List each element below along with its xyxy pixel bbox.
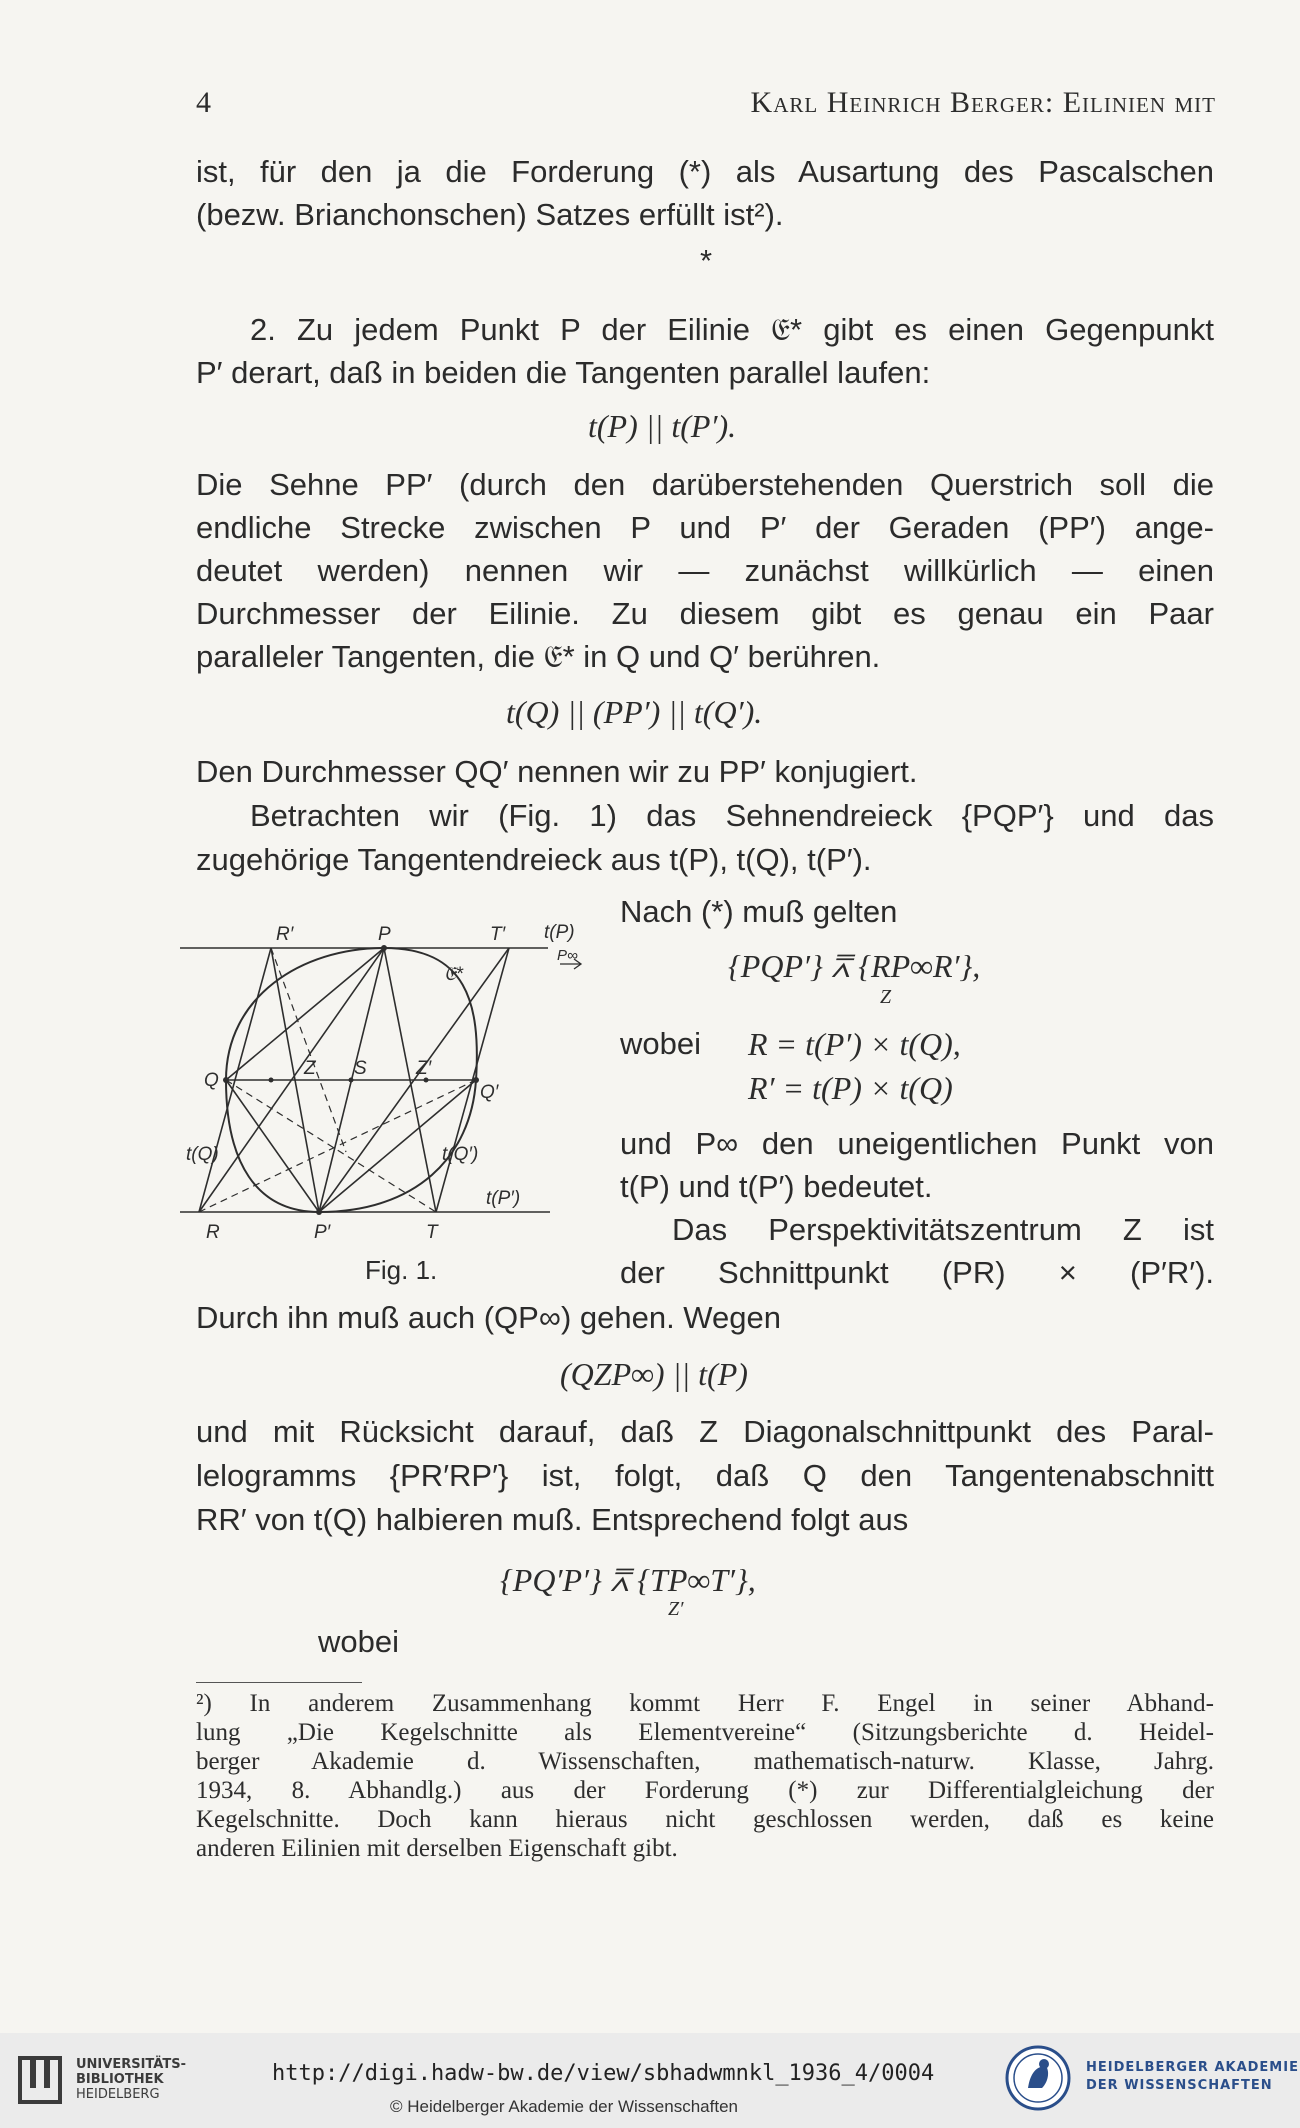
body-line: lelogramms {PR′RP′} ist, folgt, daß Q den Tangentenabschnitt [196,1458,1214,1493]
ub-logo-line: HEIDELBERG [76,2087,160,2102]
formula: t(P) || t(P′). [588,408,737,444]
body-line: Nach (*) muß gelten [620,894,898,929]
hadw-logo-line: DER WISSENSCHAFTEN [1086,2078,1273,2093]
point-P [381,945,387,951]
formula: {PQ′P′} ⩞ {TP∞T′}, [500,1562,756,1598]
copyright: © Heidelberger Akademie der Wissenschaften [390,2097,738,2116]
body-line: Durchmesser der Eilinie. Zu diesem gibt es genau ein Paar [196,596,1214,631]
fig-label: Q′ [480,1082,499,1103]
ub-logo-line: BIBLIOTHEK [76,2072,164,2087]
body-line: Den Durchmesser QQ′ nennen wir zu PP′ konjugiert. [196,754,918,789]
ub-heidelberg-logo-icon [16,2052,68,2108]
body-line: wobei [620,1026,701,1061]
body-line: ist, für den ja die Forderung (*) als Ausartung des Pascalschen [196,154,1214,189]
formula: R′ = t(P) × t(Q) [748,1070,953,1106]
section-asterisk: * [700,243,713,278]
body-line: Die Sehne PP′ (durch den darüberstehenden Querstrich soll die [196,467,1214,502]
body-line: P′ derart, daß in beiden die Tangenten parallel laufen: [196,355,931,390]
body-line: t(P) und t(P′) bedeutet. [620,1169,933,1204]
body-line: wobei [318,1624,399,1659]
body-line: und mit Rücksicht darauf, daß Z Diagonalschnittpunkt des Paral- [196,1414,1214,1449]
body-line: Durch ihn muß auch (QP∞) gehen. Wegen [196,1300,781,1335]
fig-label: P′ [314,1222,331,1243]
footnote-line: lung „Die Kegelschnitte als Elementvereine“ (Sitzungsberichte d. Heidel- [196,1719,1214,1746]
body-line: endliche Strecke zwischen P und P′ der Geraden (PP′) ange- [196,510,1214,545]
body-line: und P∞ den uneigentlichen Punkt von [620,1126,1214,1161]
formula: R = t(P′) × t(Q), [748,1026,961,1062]
fig-label: R [206,1222,220,1243]
footnote-line: ²) In anderem Zusammenhang kommt Herr F. Engel in seiner Abhand- [196,1690,1214,1717]
source-url-link[interactable]: http://digi.hadw-bw.de/view/sbhadwmnkl_1936_4/0004 [272,2061,935,2086]
body-line: 2. Zu jedem Punkt P der Eilinie 𝔈* gibt es einen Gegenpunkt [250,312,1214,347]
body-line: Das Perspektivitätszentrum Z ist [672,1212,1214,1247]
fig-label: 𝔈* [444,964,464,985]
body-line: paralleler Tangenten, die 𝔈* in Q und Q′ berühren. [196,639,881,674]
footnote-line: Kegelschnitte. Doch kann hieraus nicht geschlossen werden, daß es keine [196,1806,1214,1833]
dashed-diagonal [226,1080,436,1212]
figure-1 [176,902,596,1252]
formula: t(Q) || (PP′) || t(Q′). [506,694,763,730]
line-QP-prime [226,1080,319,1212]
formula-subscript: Z [880,986,892,1008]
fig-label: t(Q) [186,1144,219,1165]
hadw-logo-line: HEIDELBERGER AKADEMIE [1086,2060,1299,2075]
figure-caption: Fig. 1. [365,1255,438,1285]
fig-label: t(P′) [486,1188,521,1209]
fig-label: T [426,1222,438,1243]
footnote-rule [196,1682,362,1683]
point-Q-prime [473,1077,479,1083]
point-S [349,1078,354,1083]
formula: {PQP′} ⩞ {RP∞R′}, [728,948,981,984]
fig-label: t(Q′) [442,1144,479,1165]
fig-label: Z [304,1058,316,1079]
fig-label: R′ [276,924,294,945]
point-Q [223,1077,229,1083]
fig-label: Q [204,1070,219,1091]
fig-label: Z′ [416,1058,432,1079]
fig-label: S [354,1058,367,1079]
body-line: RR′ von t(Q) halbieren muß. Entsprechend folgt aus [196,1502,909,1537]
point-Z [269,1078,274,1083]
formula-subscript: Z′ [668,1598,684,1620]
ub-logo-line: UNIVERSITÄTS- [76,2057,186,2072]
body-line: deutet werden) nennen wir — zunächst willkürlich — einen [196,553,1214,588]
page-number: 4 [196,86,211,119]
formula: (QZP∞) || t(P) [560,1356,748,1392]
footnote-line: anderen Eilinien mit derselben Eigenschaft gibt. [196,1835,678,1862]
point-P-prime [316,1209,322,1215]
fig-label: P∞ [557,947,578,964]
body-line: der Schnittpunkt (PR) × (P′R′). [620,1255,1214,1290]
heidelberger-akademie-seal-icon [1004,2044,1072,2112]
running-title: Karl Heinrich Berger: Eilinien mit [750,86,1216,119]
body-line: Betrachten wir (Fig. 1) das Sehnendreieck {PQP′} und das [250,798,1214,833]
fig-label: T′ [490,924,506,945]
body-line: zugehörige Tangentendreieck aus t(P), t(Q), t(P′). [196,842,872,877]
dashed-diagonal [271,948,346,1152]
fig-label: t(P) [544,922,575,943]
footnote-line: 1934, 8. Abhandlg.) aus der Forderung (*) zur Differentialgleichung der [196,1777,1214,1804]
fig-label: P [378,924,391,945]
body-line: (bezw. Brianchonschen) Satzes erfüllt ist²). [196,197,784,232]
footnote-line: berger Akademie d. Wissenschaften, mathematisch-naturw. Klasse, Jahrg. [196,1748,1214,1775]
